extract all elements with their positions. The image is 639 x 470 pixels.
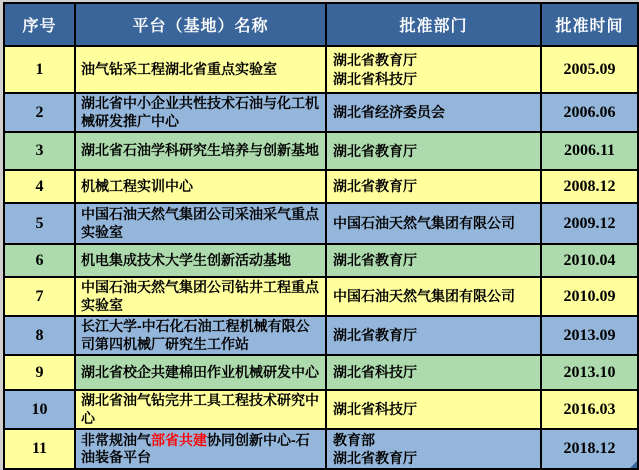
serial-number-cell: 6 <box>4 244 75 277</box>
serial-number-cell: 4 <box>4 170 75 203</box>
platform-name-text: 湖北省中小企业共性技术石油与化工机械研发推广中心 <box>81 95 319 129</box>
approval-department-cell <box>326 390 541 429</box>
cell-corner-marker <box>630 461 637 468</box>
approval-date-cell: 2006.11 <box>541 132 638 170</box>
platform-name-text: 湖北省油气钻完井工具工程技术研究中心 <box>81 392 319 426</box>
platform-name-text: 油气钻采工程湖北省重点实验室 <box>81 60 277 77</box>
approval-department-cell <box>326 277 541 316</box>
header-row <box>4 3 638 46</box>
platform-name-cell <box>75 355 326 390</box>
approval-department-cell <box>326 429 541 469</box>
serial-number-cell: 1 <box>4 46 75 93</box>
platform-name-text: 中国石油天然气集团公司钻井工程重点实验室 <box>81 279 319 313</box>
approval-date-cell: 2010.09 <box>541 277 638 316</box>
department-line: 湖北省经济委员会 <box>333 104 445 121</box>
table-row <box>4 46 638 93</box>
department-line: 教育部 <box>333 432 375 448</box>
header-approval-department: 批准部门 <box>326 3 541 46</box>
approval-date-cell: 2018.12 <box>541 429 638 469</box>
table-row <box>4 355 638 390</box>
serial-number-cell: 7 <box>4 277 75 316</box>
approval-date-cell: 2016.03 <box>541 390 638 429</box>
platform-table <box>3 2 639 470</box>
platform-name-cell <box>75 132 326 170</box>
table-row <box>4 244 638 277</box>
department-line: 湖北省教育厅 <box>333 52 417 69</box>
platform-name-cell <box>75 93 326 132</box>
approval-date-cell: 2006.06 <box>541 93 638 132</box>
approval-date-cell: 2013.10 <box>541 355 638 390</box>
department-line: 湖北省教育厅 <box>333 450 417 467</box>
platform-name-cell <box>75 277 326 316</box>
department-line: 湖北省科技厅 <box>333 364 417 381</box>
department-line: 湖北省教育厅 <box>333 178 417 195</box>
platform-name-text: 湖北省校企共建棉田作业机械研发中心 <box>81 363 319 380</box>
serial-number-cell: 8 <box>4 316 75 355</box>
approval-department-cell <box>326 132 541 170</box>
table-row <box>4 390 638 429</box>
platform-name-cell <box>75 203 326 244</box>
approval-date-cell: 2013.09 <box>541 316 638 355</box>
approval-date-cell: 2008.12 <box>541 170 638 203</box>
highlighted-red-text: 部省共建 <box>151 431 207 448</box>
approval-date-cell: 2009.12 <box>541 203 638 244</box>
serial-number-cell: 3 <box>4 132 75 170</box>
department-line: 湖北省教育厅 <box>333 252 417 269</box>
department-line: 湖北省科技厅 <box>333 70 417 87</box>
platform-name-cell <box>75 244 326 277</box>
header-platform-name: 平台（基地）名称 <box>75 3 326 46</box>
approval-department-cell <box>326 93 541 132</box>
platform-name-text: 长江大学-中石化石油工程机械有限公司第四机械厂研究生工作站 <box>81 318 310 352</box>
platform-name-text: 机电集成技术大学生创新活动基地 <box>81 251 291 268</box>
table-row <box>4 429 638 469</box>
approval-date-cell: 2005.09 <box>541 46 638 93</box>
serial-number-cell: 9 <box>4 355 75 390</box>
approval-department-cell <box>326 46 541 93</box>
department-line: 湖北省教育厅 <box>333 327 417 344</box>
table-row <box>4 132 638 170</box>
approval-department-cell <box>326 203 541 244</box>
platform-name-cell <box>75 46 326 93</box>
platform-name-cell <box>75 390 326 429</box>
table-row <box>4 316 638 355</box>
header-serial-number: 序号 <box>4 3 75 46</box>
serial-number-cell: 2 <box>4 93 75 132</box>
platform-name-text: 湖北省石油学科研究生培养与创新基地 <box>81 142 319 159</box>
table-row <box>4 203 638 244</box>
header-approval-date: 批准时间 <box>541 3 638 46</box>
department-line: 中国石油天然气集团有限公司 <box>333 215 515 232</box>
serial-number-cell: 5 <box>4 203 75 244</box>
approval-department-cell <box>326 170 541 203</box>
table-row <box>4 93 638 132</box>
platform-name-text: 机械工程实训中心 <box>81 177 193 194</box>
platform-name-text: 非常规油气 <box>81 431 151 448</box>
approval-date-cell: 2010.04 <box>541 244 638 277</box>
department-line: 湖北省科技厅 <box>333 401 417 418</box>
approval-department-cell <box>326 244 541 277</box>
approval-department-cell <box>326 355 541 390</box>
table-row <box>4 277 638 316</box>
platform-name-cell <box>75 429 326 469</box>
platform-name-cell <box>75 316 326 355</box>
serial-number-cell: 11 <box>4 429 75 469</box>
department-line: 中国石油天然气集团有限公司 <box>333 288 515 305</box>
platform-name-cell <box>75 170 326 203</box>
serial-number-cell: 10 <box>4 390 75 429</box>
approval-department-cell <box>326 316 541 355</box>
department-line: 湖北省教育厅 <box>333 142 417 159</box>
table-row <box>4 170 638 203</box>
platform-name-text: 协同创新中心-石油装备平台 <box>81 431 310 466</box>
platform-name-text: 中国石油天然气集团公司采油采气重点实验室 <box>81 206 319 240</box>
